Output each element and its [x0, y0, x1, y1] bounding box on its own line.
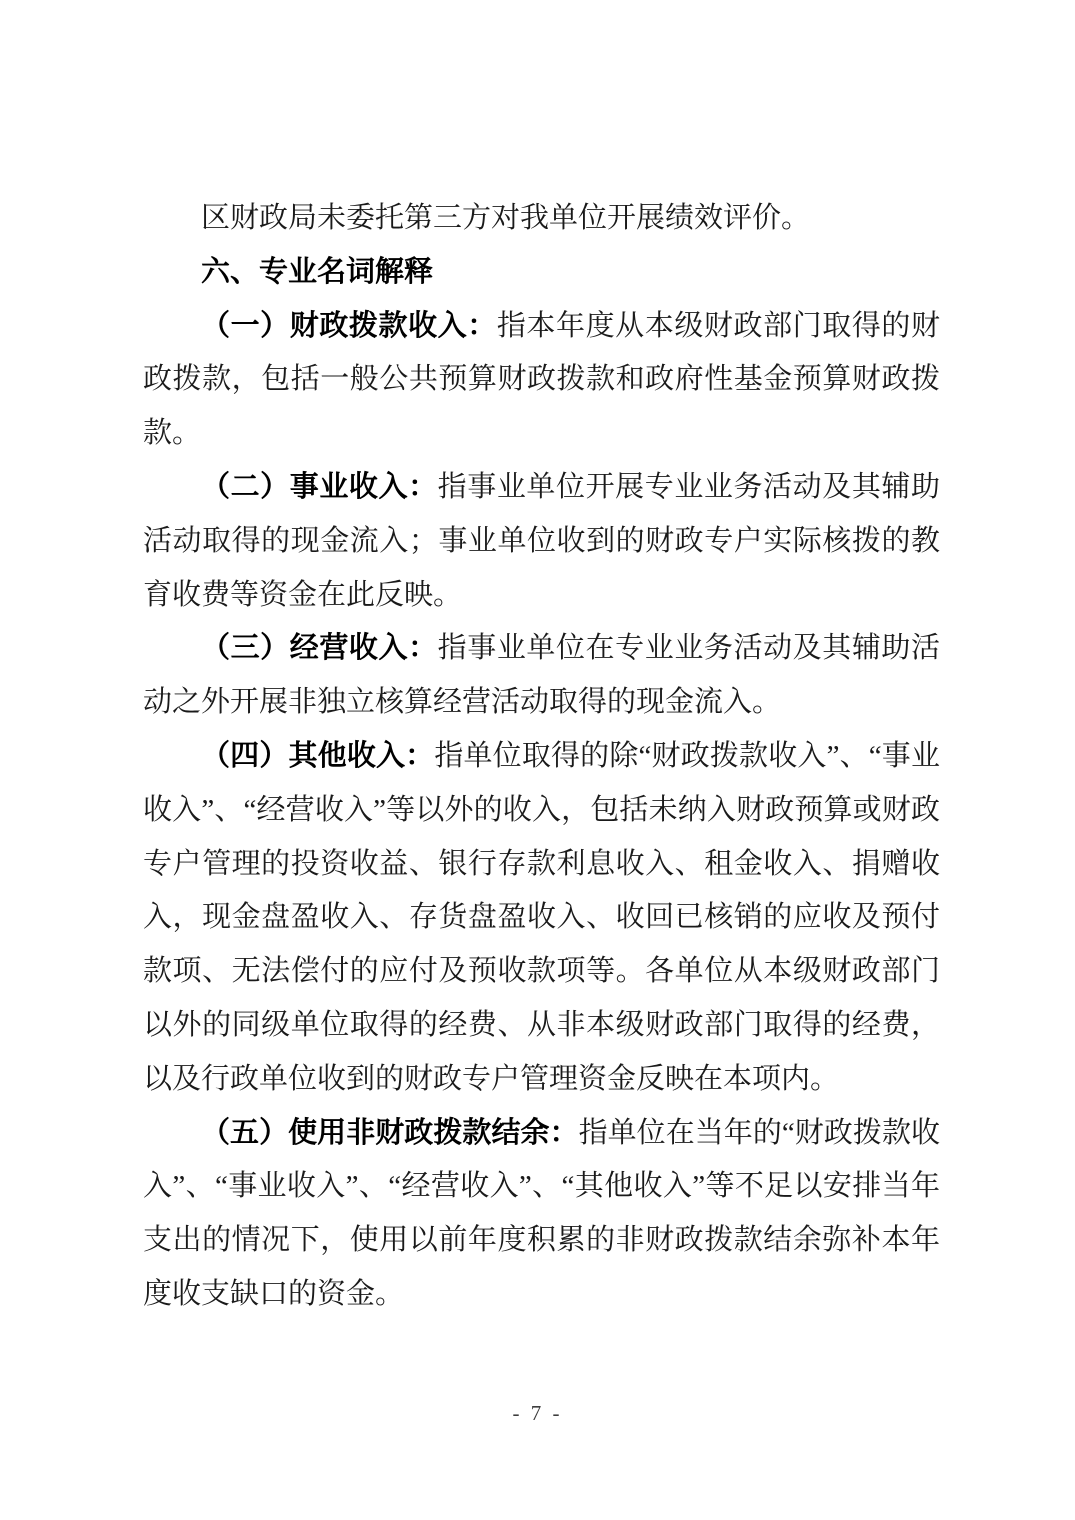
term-definition-4 — [143, 730, 940, 1107]
term-label-5: （五）使用非财政拨款结余： — [201, 1116, 579, 1149]
term-definition-3 — [143, 622, 940, 730]
term-label-1: （一）财政拨款收入： — [201, 309, 497, 342]
term-text-5: 指单位在当年的“财政拨款收入”、“事业收入”、“经营收入”、“其他收入”等不足以安排当年支出的情况下，使用以前年度积累的非财政拨款结余弥补本年度收支缺口的资金。 — [143, 1116, 940, 1310]
term-label-2: （二）事业收入： — [201, 470, 438, 503]
term-label-4: （四）其他收入： — [201, 739, 435, 772]
term-label-3: （三）经营收入： — [201, 632, 438, 665]
term-definition-5 — [143, 1107, 940, 1322]
term-text-4: 指单位取得的除“财政拨款收入”、“事业收入”、“经营收入”等以外的收入，包括未纳入财政预算或财政专户管理的投资收益、银行存款利息收入、租金收入、捐赠收入，现金盘盈收入、存货盘盈收入、收回已核销的应收及预付款项、无法偿付的应付及预收款项等。各单位从本级财政部门以外的同级单位取得的经费、从非本级财政部门取得的经费，以及行政单位收到的财政专户管理资金反映在本项内。 — [143, 739, 940, 1095]
document-body — [143, 192, 940, 1322]
section-heading: 六、专业名词解释 — [201, 255, 434, 288]
paragraph-evaluation-note: 区财政局未委托第三方对我单位开展绩效评价。 — [201, 202, 811, 234]
page-number: - 7 - — [512, 1401, 563, 1425]
term-text-1: 指本年度从本级财政部门取得的财政拨款，包括一般公共预算财政拨款和政府性基金预算财政拨款。 — [143, 309, 940, 450]
term-text-3: 指事业单位在专业业务活动及其辅助活动之外开展非独立核算经营活动取得的现金流入。 — [143, 632, 940, 719]
term-definition-1 — [143, 300, 940, 461]
term-text-2: 指事业单位开展专业业务活动及其辅助活动取得的现金流入；事业单位收到的财政专户实际核拨的教育收费等资金在此反映。 — [143, 470, 940, 611]
term-definition-2 — [143, 461, 940, 622]
